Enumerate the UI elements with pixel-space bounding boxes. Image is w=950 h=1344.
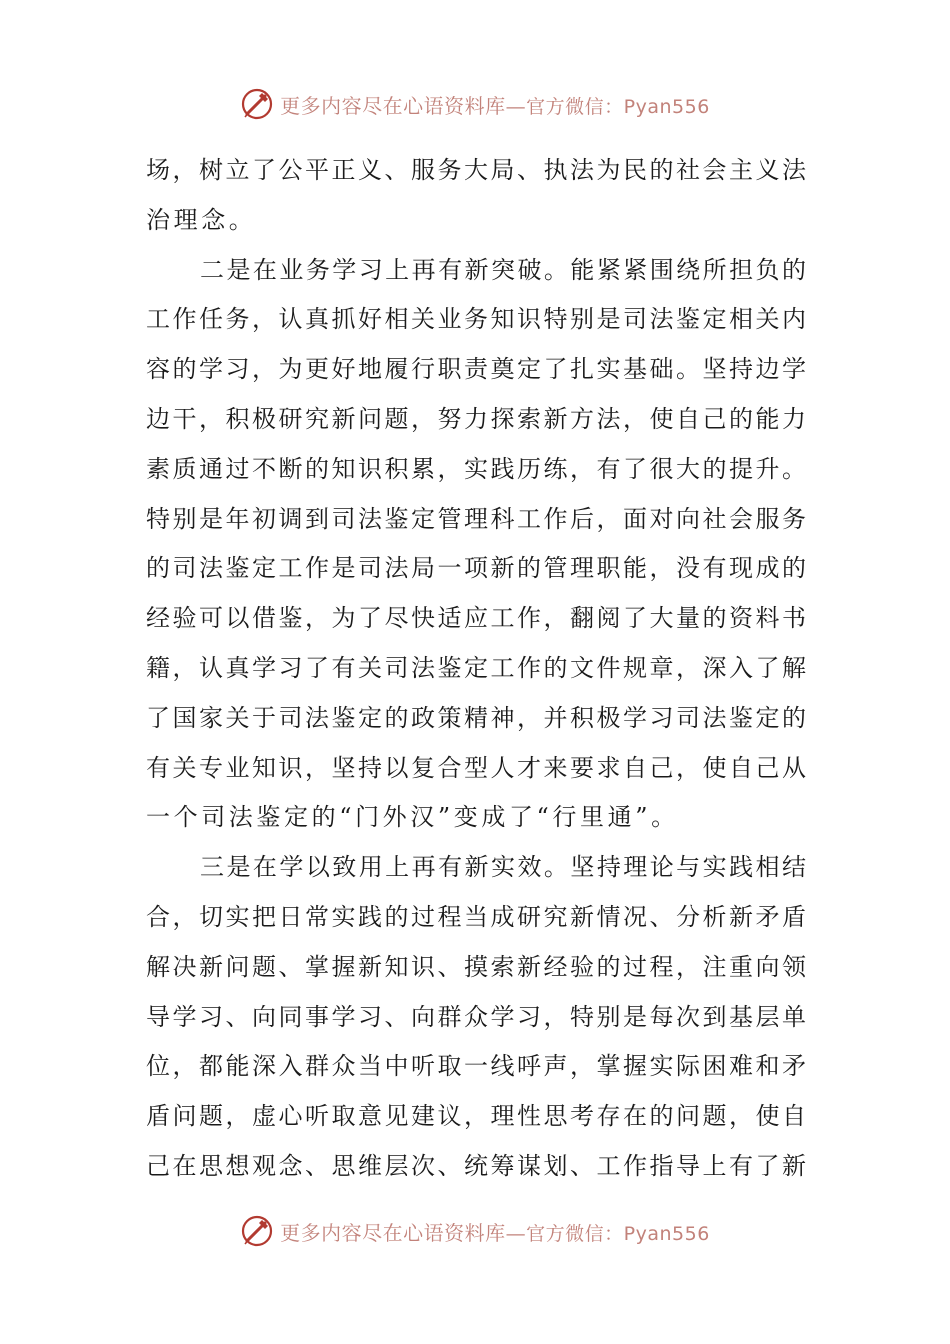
banner-wechat-text: 官方微信：Pyan556 (526, 1222, 710, 1245)
text-line: 籍，认真学习了有关司法鉴定工作的文件规章，深入了解 (146, 653, 806, 682)
text-line: 有关专业知识，坚持以复合型人才来要求自己，使自己从 (146, 753, 806, 782)
banner-library-text: 更多内容尽在心语资料库— (280, 93, 527, 118)
text-line: 素质通过不断的知识积累，实践历练，有了很大的提升。 (146, 454, 806, 483)
text-line: 一个司法鉴定的“门外汉”变成了“行里通”。 (146, 803, 679, 832)
banner-library-text: 更多内容尽在心语资料库— (280, 1220, 527, 1245)
header-watermark-banner (0, 84, 950, 124)
text-line: 导学习、向同事学习、向群众学习，特别是每次到基层单 (146, 1002, 806, 1031)
text-line: 边干，积极研究新问题，努力探索新方法，使自己的能力 (146, 404, 806, 433)
text-line: 解决新问题、掌握新知识、摸索新经验的过程，注重向领 (146, 952, 806, 981)
pen-logo-icon (240, 87, 274, 121)
text-line: 容的学习，为更好地履行职责奠定了扎实基础。坚持边学 (146, 355, 806, 384)
text-line: 治理念。 (146, 205, 257, 234)
text-line: 特别是年初调到司法鉴定管理科工作后，面对向社会服务 (146, 504, 806, 533)
text-line: 场，树立了公平正义、服务大局、执法为民的社会主义法 (146, 156, 806, 184)
text-line: 经验可以借鉴，为了尽快适应工作，翻阅了大量的资料书 (146, 604, 806, 633)
paragraph-start-line: 三是在学以致用上再有新实效。坚持理论与实践相结 (200, 853, 806, 882)
text-line: 盾问题，虚心听取意见建议，理性思考存在的问题，使自 (146, 1102, 806, 1131)
banner-wechat-text: 官方微信：Pyan556 (526, 95, 710, 118)
text-line: 合，切实把日常实践的过程当成研究新情况、分析新矛盾 (146, 902, 806, 931)
document-body (146, 146, 806, 1192)
text-line: 己在思想观念、思维层次、统筹谋划、工作指导上有了新 (146, 1151, 806, 1180)
text-line: 位，都能深入群众当中听取一线呼声，掌握实际困难和矛 (146, 1052, 806, 1081)
pen-logo-icon (240, 1214, 274, 1248)
text-line: 了国家关于司法鉴定的政策精神，并积极学习司法鉴定的 (146, 703, 806, 732)
text-line: 的司法鉴定工作是司法局一项新的管理职能，没有现成的 (146, 554, 806, 583)
paragraph-start-line: 二是在业务学习上再有新突破。能紧紧围绕所担负的 (200, 255, 806, 284)
banner-text (280, 90, 710, 119)
banner-text (280, 1217, 710, 1246)
footer-watermark-banner (0, 1211, 950, 1251)
text-line: 工作任务，认真抓好相关业务知识特别是司法鉴定相关内 (146, 305, 806, 334)
